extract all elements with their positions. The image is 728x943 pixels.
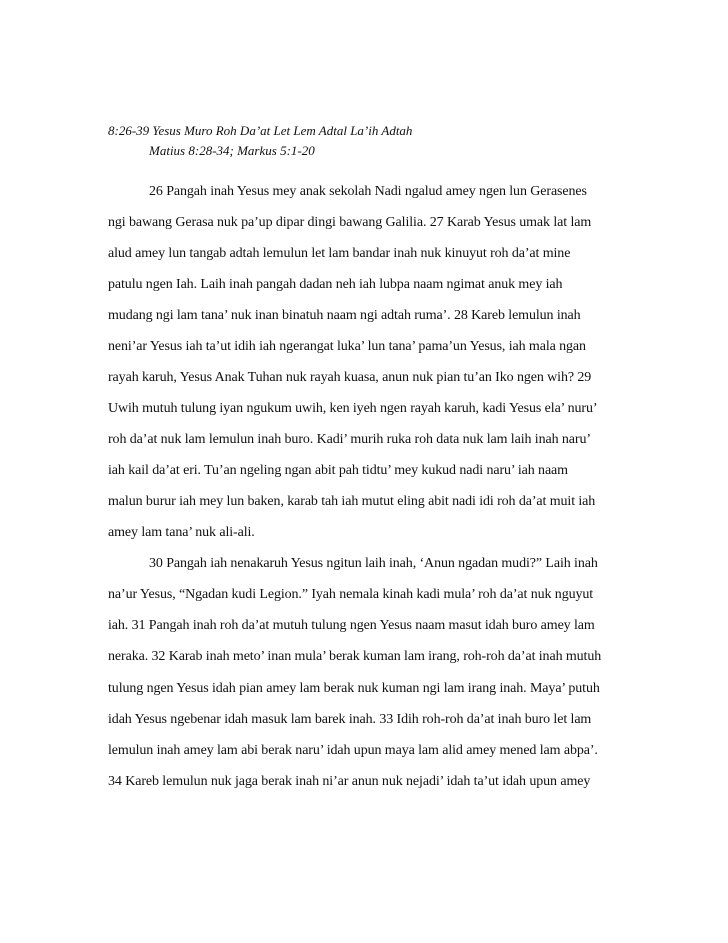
body-line: rayah karuh, Yesus Anak Tuhan nuk rayah kuasa, anun nuk pian tu’an Iko ngen wih? 29 — [108, 370, 592, 386]
body-line: 34 Kareb lemulun nuk jaga berak inah ni’ar anun nuk nejadi’ idah ta’ut idah upun amey — [108, 773, 591, 789]
body-line: 30 Pangah iah nenakaruh Yesus ngitun laih inah, ‘Anun ngadan mudi?” Laih inah — [149, 556, 598, 572]
body-line: lemulun inah amey lam abi berak naru’ idah upun maya lam alid amey mened lam abpa’. — [108, 742, 598, 758]
body-line: ngi bawang Gerasa nuk pa’up dipar dingi bawang Galilia. 27 Karab Yesus umak lat lam — [108, 215, 592, 231]
passage-title: 8:26-39 Yesus Muro Roh Da’at Let Lem Adtal La’ih Adtah — [108, 123, 413, 138]
body-line: mudang ngi lam tana’ nuk inan binatuh naam ngi adtah ruma’. 28 Kareb lemulun inah — [108, 308, 581, 324]
body-line: iah. 31 Pangah inah roh da’at mutuh tulung ngen Yesus naam masut idah buro amey lam — [108, 618, 595, 634]
body-line: 26 Pangah inah Yesus mey anak sekolah Nadi ngalud amey ngen lun Gerasenes — [149, 184, 587, 199]
body-line: amey lam tana’ nuk ali-ali. — [108, 525, 255, 541]
body-line: Uwih mutuh tulung iyan ngukum uwih, ken iyeh ngen rayah karuh, kadi Yesus ela’ nuru’ — [108, 401, 598, 417]
body-line: na’ur Yesus, “Ngadan kudi Legion.” Iyah nemala kinah kadi mula’ roh da’at nuk nguyut — [108, 587, 594, 603]
passage-body — [108, 176, 628, 797]
passage-heading — [108, 121, 412, 161]
body-line: neni’ar Yesus iah ta’ut idih iah ngerangat luka’ lun tana’ pama’un Yesus, iah mala ngan — [108, 339, 586, 355]
body-line: roh da’at nuk lam lemulun inah buro. Kadi’ murih ruka roh data nuk lam laih inah naru’ — [108, 432, 591, 448]
body-line: neraka. 32 Karab inah meto’ inan mula’ berak kuman lam irang, roh-roh da’at inah mutuh — [108, 649, 602, 665]
body-line: malun burur iah mey lun baken, karab tah iah mutut eling abit nadi idi roh da’at muit iah — [108, 494, 596, 510]
body-line: tulung ngen Yesus idah pian amey lam berak nuk kuman ngi lam irang inah. Maya’ putuh — [108, 680, 600, 696]
passage-reference: Matius 8:28-34; Markus 5:1-20 — [149, 143, 315, 158]
body-line: alud amey lun tangab adtah lemulun let lam bandar inah nuk kinuyut roh da’at mine — [108, 246, 571, 262]
body-line: patulu ngen Iah. Laih inah pangah dadan neh iah lubpa naam ngimat anuk mey iah — [108, 277, 563, 293]
body-line: idah Yesus ngebenar idah masuk lam barek inah. 33 Idih roh-roh da’at inah buro let lam — [108, 711, 592, 727]
body-line: iah kail da’at eri. Tu’an ngeling ngan abit pah tidtu’ mey kukud nadi naru’ iah naam — [108, 463, 568, 479]
